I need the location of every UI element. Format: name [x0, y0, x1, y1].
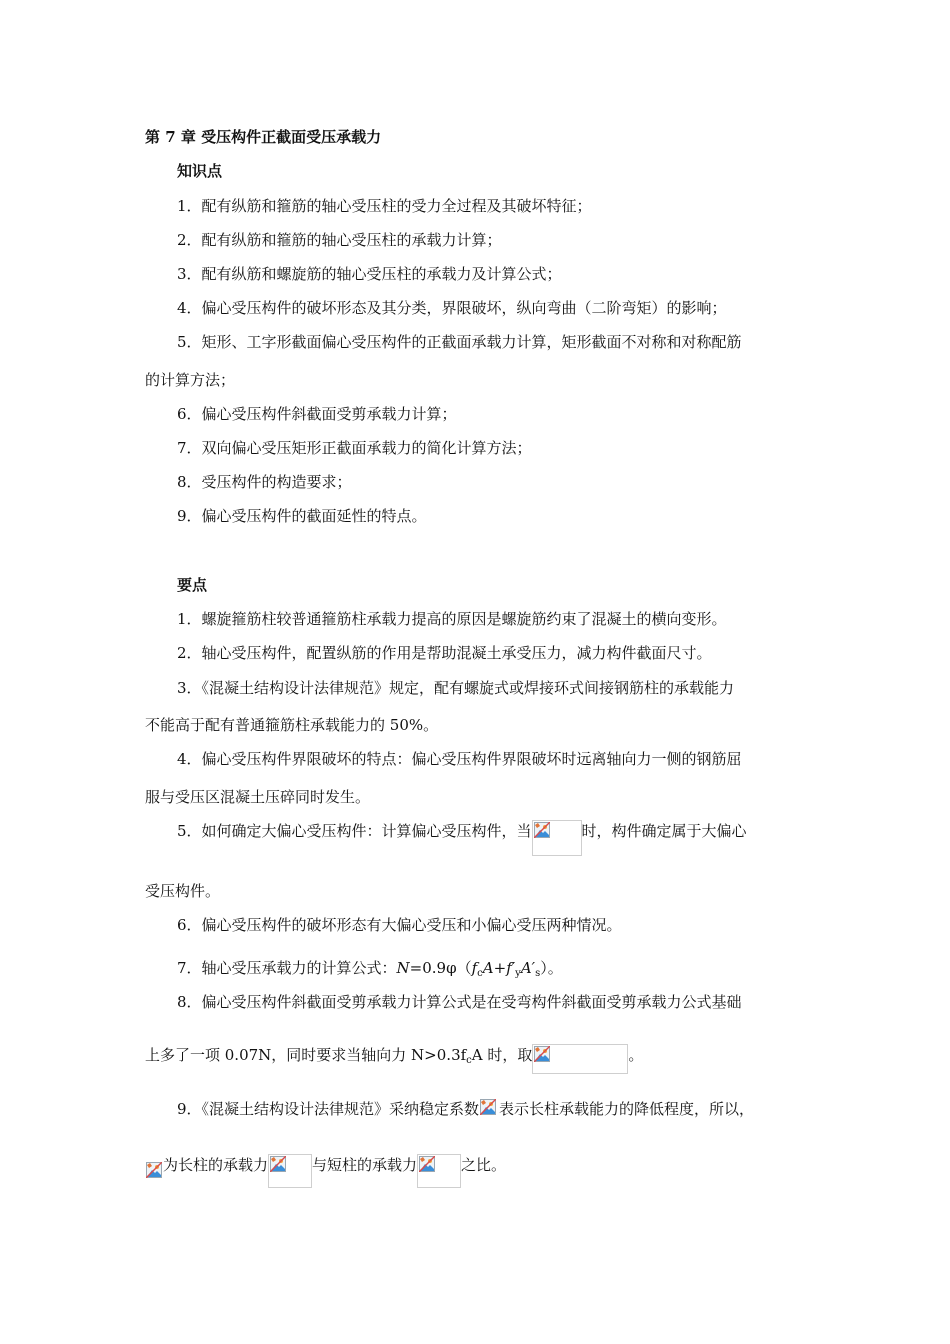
knowledge-item: 9．偏心受压构件的截面延性的特点。 [177, 507, 427, 525]
section-heading-points: 要点 [177, 576, 208, 594]
point-item: 3．《混凝土结构设计法律规范》规定，配有螺旋式或焊接环式间接钢筋柱的承载能力 [177, 679, 735, 697]
point-text: 时，构件确定属于大偏心 [581, 822, 747, 840]
broken-image-icon [270, 1156, 286, 1172]
point-text: 9．《混凝土结构设计法律规范》采纳稳定系数 [177, 1100, 480, 1118]
broken-image-icon [146, 1162, 162, 1178]
broken-image-icon [480, 1099, 496, 1115]
knowledge-item: 5．矩形、工字形截面偏心受压构件的正截面承载力计算，矩形截面不对称和对称配筋 [177, 333, 742, 351]
point-text: 为长柱的承载力 [163, 1156, 269, 1174]
point-item [177, 1098, 754, 1120]
point-item: 8．偏心受压构件斜截面受剪承载力计算公式是在受弯构件斜截面受剪承载力公式基础 [177, 993, 742, 1011]
point-item: 6．偏心受压构件的破坏形态有大偏心受压和小偏心受压两种情况。 [177, 916, 622, 934]
point-text: 5．如何确定大偏心受压构件：计算偏心受压构件，当 [177, 822, 532, 840]
formula-symbol: f [471, 959, 478, 977]
point-item [177, 820, 747, 856]
knowledge-item: 1．配有纵筋和箍筋的轴心受压柱的受力全过程及其破坏特征； [177, 197, 592, 215]
point-item: 4．偏心受压构件界限破坏的特点：偏心受压构件界限破坏时远离轴向力一侧的钢筋屈 [177, 750, 742, 768]
point-item: 1．螺旋箍筋柱较普通箍筋柱承载力提高的原因是螺旋筋约束了混凝土的横向变形。 [177, 610, 727, 628]
broken-image-icon [534, 1046, 550, 1062]
formula-image-icon [532, 1044, 628, 1074]
point-text: 。 [628, 1046, 644, 1064]
formula-subscript: y [515, 968, 521, 979]
section-heading-knowledge: 知识点 [177, 162, 223, 180]
knowledge-item: 6．偏心受压构件斜截面受剪承载力计算； [177, 405, 457, 423]
formula-subscript: s [535, 968, 541, 979]
broken-image-icon [419, 1156, 435, 1172]
formula-symbol: N [396, 959, 410, 977]
knowledge-item: 7．双向偏心受压矩形正截面承载力的简化计算方法； [177, 439, 532, 457]
point-item-continuation [145, 1044, 643, 1074]
point-item-formula [177, 957, 563, 985]
point-item-continuation: 受压构件。 [145, 882, 221, 900]
formula-image-icon [417, 1154, 461, 1188]
point-item-continuation: 不能高于配有普通箍筋柱承载能力的 50%。 [145, 716, 439, 734]
point-text: 与短柱的承载力 [312, 1156, 418, 1174]
knowledge-item: 8．受压构件的构造要求； [177, 473, 352, 491]
point-item-continuation: 服与受压区混凝土压碎同时发生。 [145, 788, 371, 806]
formula-text: + [493, 959, 507, 977]
formula-text: ）。 [540, 959, 563, 977]
formula-image-icon [268, 1154, 312, 1188]
point-text: 之比。 [461, 1156, 507, 1174]
broken-image-icon [534, 822, 550, 838]
formula-text: =0.9φ（ [409, 959, 472, 977]
point-text: A 时，取 [471, 1046, 533, 1064]
knowledge-item: 4．偏心受压构件的破坏形态及其分类，界限破坏，纵向弯曲（二阶弯矩）的影响； [177, 299, 727, 317]
knowledge-item: 3．配有纵筋和螺旋筋的轴心受压柱的承载力及计算公式； [177, 265, 562, 283]
point-text: 上多了一项 0.07N，同时要求当轴向力 N>0.3f [145, 1046, 467, 1064]
formula-symbol: f′ [506, 959, 516, 977]
chapter-title: 第 7 章 受压构件正截面受压承载力 [145, 128, 382, 146]
formula-image-icon [145, 1154, 163, 1182]
formula-image-icon [532, 820, 582, 856]
formula-image-icon [479, 1098, 499, 1120]
point-text: 表示长柱承载能力的降低程度，所以， [499, 1100, 755, 1118]
knowledge-item: 2．配有纵筋和箍筋的轴心受压柱的承载力计算； [177, 231, 502, 249]
formula-subscript: c [477, 968, 483, 979]
point-item-continuation [145, 1154, 506, 1188]
point-text: 7．轴心受压承载力的计算公式： [177, 959, 397, 977]
point-item: 2．轴心受压构件，配置纵筋的作用是帮助混凝土承受压力，减力构件截面尺寸。 [177, 644, 712, 662]
formula-symbol: A′ [520, 959, 536, 977]
formula-subscript: c [466, 1055, 472, 1066]
knowledge-item-continuation: 的计算方法； [145, 371, 236, 389]
formula-symbol: A [482, 959, 494, 977]
